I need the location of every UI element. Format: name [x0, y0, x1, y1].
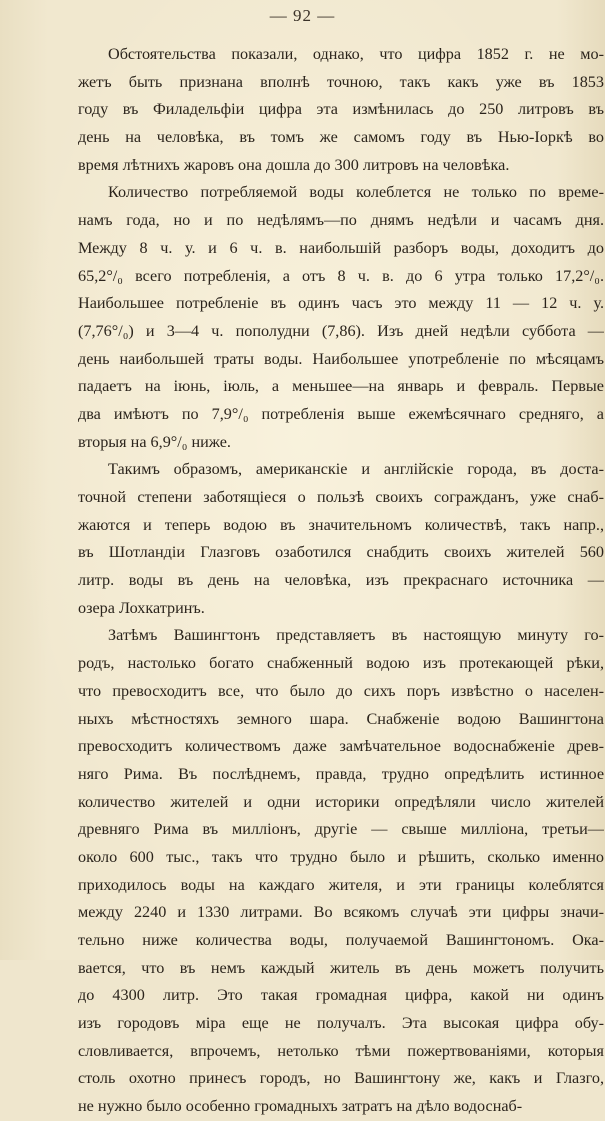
text-line: время лѣтнихъ жаровъ она дошла до 300 литровъ на человѣка.: [78, 155, 510, 174]
text-line: Наибольшее потребленіе въ одинъ часъ это между 11 — 12 ч. у.: [78, 294, 604, 313]
text-line: изъ городовъ міра еще не получалъ. Эта высокая цифра обу-: [78, 1014, 604, 1033]
text-line: озера Лохкатринъ.: [78, 598, 205, 617]
text-line: жетъ быть признана вполнѣ точною, такъ какъ уже въ 1853: [78, 72, 604, 91]
text-line: около 600 тыс., такъ что трудно было и рѣшить, сколько именно: [78, 847, 604, 866]
text-line: жаются и теперь водою въ значительномъ количествѣ, такъ напр.,: [78, 515, 604, 534]
text-line: вается, что въ немъ каждый житель въ день можетъ получить: [78, 958, 604, 977]
text-line: два имѣютъ по 7,9°/₀ потребленія выше ежемѣсячнаго средняго, а: [78, 404, 604, 423]
text-line: 65,2°/₀ всего потребленія, а отъ 8 ч. в. до 6 утра только 17,2°/₀.: [78, 266, 604, 285]
paragraph: [78, 456, 604, 622]
paragraph: [78, 41, 604, 179]
text-line: день на человѣка, въ томъ же самомъ году въ Нью-Іоркѣ во: [78, 128, 604, 147]
text-line: вторыя на 6,9°/₀ ниже.: [78, 432, 231, 451]
text-line: Затѣмъ Вашингтонъ представляетъ въ настоящую минуту го-: [108, 626, 604, 645]
text-line: няго Рима. Въ послѣднемъ, правда, трудно опредѣлить истинное: [78, 764, 604, 783]
page-number: — 92 —: [269, 6, 336, 25]
text-line: не нужно было особенно громадныхъ затратъ на дѣло водоснаб-: [78, 1097, 523, 1116]
paragraph: [78, 179, 604, 456]
text-line: точной степени заботящіеся о пользѣ своихъ согражданъ, уже снаб-: [78, 488, 604, 506]
text-line: количество жителей и одни историки опредѣляли число жителей: [78, 792, 604, 811]
text-line: литр. воды въ день на человѣка, изъ прекраснаго источника —: [78, 571, 604, 590]
text-line: падаетъ на іюнь, іюль, а меньшее—на январь и февраль. Первые: [78, 377, 604, 396]
text-line: намъ года, но и по недѣлямъ—по днямъ недѣли и часамъ дня.: [78, 211, 604, 230]
text-line: Между 8 ч. у. и 6 ч. в. наибольшій разборъ воды, доходитъ до: [78, 238, 604, 257]
text-line: превосходитъ количествомъ даже замѣчательное водоснабженіе древ-: [78, 737, 604, 756]
text-line: Обстоятельства показали, однако, что цифра 1852 г. не мо-: [108, 45, 604, 63]
text-line: Такимъ образомъ, американскіе и англійскіе города, въ доста-: [108, 460, 604, 479]
text-line: до 4300 литр. Это такая громадная цифра, какой ни одинъ: [78, 986, 604, 1005]
paragraph: [78, 622, 604, 1120]
text-line: тельно ниже количества воды, получаемой Вашингтономъ. Ока-: [78, 931, 604, 949]
text-line: въ Шотландіи Глазговъ озаботился снабдить своихъ жителей 560: [78, 543, 604, 562]
text-line: году въ Филадельфіи цифра эта измѣнилась до 250 литровъ въ: [78, 100, 604, 119]
text-line: родъ, настолько богато снабженный водою изъ протекающей рѣки,: [78, 654, 604, 673]
text-line: древняго Рима въ милліонъ, другіе — свыше милліона, третьи—: [78, 820, 604, 839]
text-line: что превосходитъ все, что было до сихъ поръ извѣстно о населен-: [78, 681, 604, 700]
body-text: [78, 41, 604, 1121]
text-line: ныхъ мѣстностяхъ земного шара. Снабженіе водою Вашингтона: [78, 709, 604, 728]
text-line: (7,76°/₀) и 3—4 ч. пополудни (7,86). Изъ дней недѣли суббота —: [78, 321, 604, 340]
text-line: день наибольшей траты воды. Наибольшее употребленіе по мѣсяцамъ: [78, 349, 604, 368]
text-line: между 2240 и 1330 литрами. Во всякомъ случаѣ эти цифры значи-: [78, 903, 604, 922]
text-line: столь охотно принесъ городъ, но Вашингтону же, какъ и Глазго,: [78, 1069, 604, 1088]
text-line: словливается, впрочемъ, нетолько тѣми пожертвованіями, которыя: [78, 1041, 604, 1060]
text-line: приходилось воды на каждаго жителя, и эти границы колеблятся: [78, 875, 604, 894]
text-line: Количество потребляемой воды колеблется не только по време-: [108, 183, 604, 202]
